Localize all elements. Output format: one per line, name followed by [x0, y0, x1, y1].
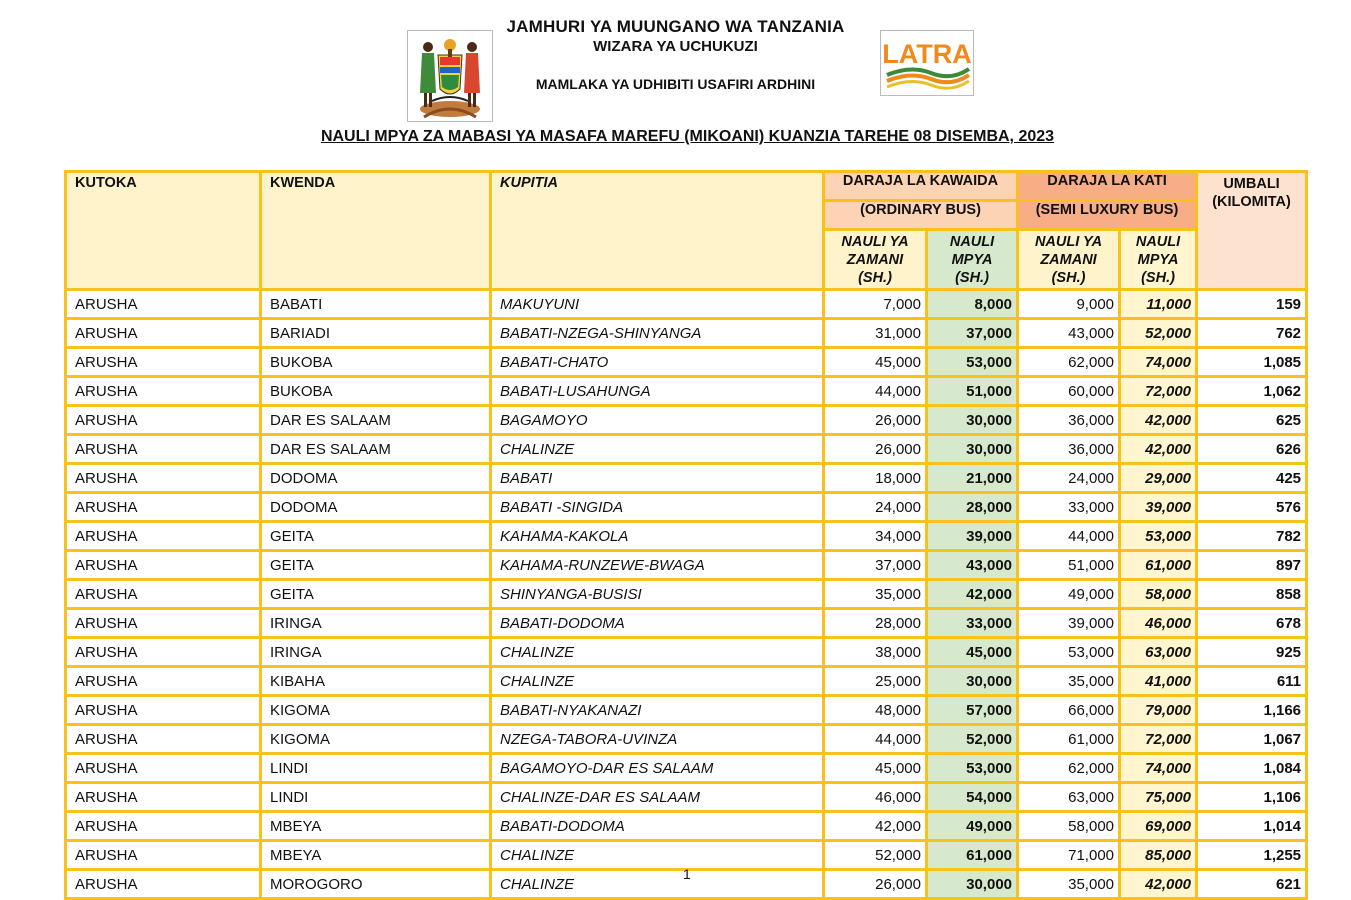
cell-umbali: 858 — [1197, 580, 1307, 609]
cell-umbali: 1,084 — [1197, 754, 1307, 783]
cell-ordinary-new-fare: 49,000 — [927, 812, 1018, 841]
cell-semi-new-fare: 79,000 — [1120, 696, 1197, 725]
cell-kupitia: CHALINZE — [491, 870, 824, 899]
table-row — [66, 783, 1307, 812]
cell-ordinary-new-fare: 39,000 — [927, 522, 1018, 551]
header-semi-mpya-line1: NAULI — [1135, 234, 1181, 250]
cell-kwenda: IRINGA — [261, 638, 491, 667]
table-row — [66, 319, 1307, 348]
cell-ordinary-old-fare: 35,000 — [824, 580, 927, 609]
cell-kutoka: ARUSHA — [66, 319, 261, 348]
cell-ordinary-new-fare: 57,000 — [927, 696, 1018, 725]
cell-kupitia: BABATI-CHATO — [491, 348, 824, 377]
cell-ordinary-old-fare: 25,000 — [824, 667, 927, 696]
cell-semi-old-fare: 24,000 — [1018, 464, 1120, 493]
cell-umbali: 925 — [1197, 638, 1307, 667]
table-row — [66, 725, 1307, 754]
cell-umbali: 1,062 — [1197, 377, 1307, 406]
header-ordinary-mpya-line3: (SH.) — [955, 270, 989, 286]
cell-kupitia: BABATI -SINGIDA — [491, 493, 824, 522]
cell-umbali: 678 — [1197, 609, 1307, 638]
cell-kupitia: BABATI-DODOMA — [491, 812, 824, 841]
header-semi-zamani-line1: NAULI YA — [1034, 234, 1103, 250]
cell-umbali: 897 — [1197, 551, 1307, 580]
header-semi-nauli-mpya — [1120, 230, 1197, 290]
cell-kwenda: LINDI — [261, 783, 491, 812]
header-ordinary-nauli-zamani — [824, 230, 927, 290]
cell-semi-old-fare: 44,000 — [1018, 522, 1120, 551]
document-title-text: NAULI MPYA ZA MABASI YA MASAFA MAREFU (MIKOANI) KUANZIA TAREHE 08 DISEMBA, 2023 — [320, 128, 1055, 145]
cell-semi-new-fare: 69,000 — [1120, 812, 1197, 841]
table-row — [66, 522, 1307, 551]
header-daraja-kati: DARAJA LA KATI — [1018, 172, 1197, 201]
cell-kwenda: MBEYA — [261, 841, 491, 870]
cell-ordinary-new-fare: 33,000 — [927, 609, 1018, 638]
cell-kutoka: ARUSHA — [66, 812, 261, 841]
cell-ordinary-old-fare: 44,000 — [824, 725, 927, 754]
cell-ordinary-new-fare: 45,000 — [927, 638, 1018, 667]
cell-semi-old-fare: 43,000 — [1018, 319, 1120, 348]
cell-semi-old-fare: 35,000 — [1018, 870, 1120, 899]
cell-ordinary-new-fare: 37,000 — [927, 319, 1018, 348]
cell-semi-new-fare: 41,000 — [1120, 667, 1197, 696]
cell-kwenda: DAR ES SALAAM — [261, 406, 491, 435]
cell-semi-old-fare: 58,000 — [1018, 812, 1120, 841]
table-row — [66, 754, 1307, 783]
cell-ordinary-old-fare: 42,000 — [824, 812, 927, 841]
cell-kupitia: BABATI-DODOMA — [491, 609, 824, 638]
cell-semi-new-fare: 61,000 — [1120, 551, 1197, 580]
table-row — [66, 667, 1307, 696]
cell-ordinary-old-fare: 46,000 — [824, 783, 927, 812]
cell-kutoka: ARUSHA — [66, 841, 261, 870]
cell-semi-new-fare: 74,000 — [1120, 754, 1197, 783]
cell-ordinary-old-fare: 45,000 — [824, 754, 927, 783]
fare-table-header — [66, 172, 1307, 290]
cell-semi-old-fare: 36,000 — [1018, 435, 1120, 464]
table-row — [66, 435, 1307, 464]
cell-semi-new-fare: 74,000 — [1120, 348, 1197, 377]
cell-kutoka: ARUSHA — [66, 870, 261, 899]
header-ordinary-zamani-line1: NAULI YA — [841, 234, 909, 250]
header-ordinary-zamani-line3: (SH.) — [858, 270, 892, 286]
cell-ordinary-new-fare: 52,000 — [927, 725, 1018, 754]
cell-ordinary-old-fare: 28,000 — [824, 609, 927, 638]
table-row — [66, 493, 1307, 522]
table-row — [66, 464, 1307, 493]
cell-ordinary-old-fare: 26,000 — [824, 435, 927, 464]
table-row — [66, 406, 1307, 435]
cell-umbali: 762 — [1197, 319, 1307, 348]
cell-kwenda: GEITA — [261, 522, 491, 551]
cell-kupitia: CHALINZE-DAR ES SALAAM — [491, 783, 824, 812]
cell-semi-old-fare: 61,000 — [1018, 725, 1120, 754]
cell-ordinary-old-fare: 48,000 — [824, 696, 927, 725]
cell-ordinary-old-fare: 7,000 — [824, 290, 927, 319]
cell-umbali: 1,085 — [1197, 348, 1307, 377]
latra-logo-text: LATRA — [882, 39, 972, 69]
cell-semi-old-fare: 53,000 — [1018, 638, 1120, 667]
cell-semi-old-fare: 33,000 — [1018, 493, 1120, 522]
cell-umbali: 626 — [1197, 435, 1307, 464]
cell-kwenda: BABATI — [261, 290, 491, 319]
cell-ordinary-old-fare: 37,000 — [824, 551, 927, 580]
cell-kupitia: BABATI-LUSAHUNGA — [491, 377, 824, 406]
cell-umbali: 425 — [1197, 464, 1307, 493]
table-row — [66, 290, 1307, 319]
cell-umbali: 1,067 — [1197, 725, 1307, 754]
cell-umbali: 1,255 — [1197, 841, 1307, 870]
authority-heading: MAMLAKA YA UDHIBITI USAFIRI ARDHINI — [535, 76, 816, 92]
cell-umbali: 1,014 — [1197, 812, 1307, 841]
cell-semi-old-fare: 9,000 — [1018, 290, 1120, 319]
table-row — [66, 348, 1307, 377]
cell-ordinary-old-fare: 38,000 — [824, 638, 927, 667]
cell-kutoka: ARUSHA — [66, 638, 261, 667]
cell-semi-new-fare: 11,000 — [1120, 290, 1197, 319]
cell-kutoka: ARUSHA — [66, 580, 261, 609]
cell-kutoka: ARUSHA — [66, 667, 261, 696]
cell-kupitia: BABATI-NYAKANAZI — [491, 696, 824, 725]
cell-kupitia: BAGAMOYO — [491, 406, 824, 435]
cell-kutoka: ARUSHA — [66, 609, 261, 638]
cell-kwenda: DODOMA — [261, 464, 491, 493]
ministry-heading: WIZARA YA UCHUKUZI — [593, 38, 758, 55]
cell-kutoka: ARUSHA — [66, 696, 261, 725]
header-ordinary-bus: (ORDINARY BUS) — [824, 201, 1018, 230]
cell-kwenda: KIGOMA — [261, 696, 491, 725]
cell-kutoka: ARUSHA — [66, 290, 261, 319]
cell-ordinary-new-fare: 28,000 — [927, 493, 1018, 522]
cell-semi-new-fare: 39,000 — [1120, 493, 1197, 522]
cell-ordinary-new-fare: 54,000 — [927, 783, 1018, 812]
cell-semi-new-fare: 29,000 — [1120, 464, 1197, 493]
cell-semi-new-fare: 72,000 — [1120, 725, 1197, 754]
cell-umbali: 159 — [1197, 290, 1307, 319]
cell-kwenda: BUKOBA — [261, 377, 491, 406]
cell-semi-old-fare: 62,000 — [1018, 348, 1120, 377]
cell-ordinary-old-fare: 26,000 — [824, 406, 927, 435]
country-heading: JAMHURI YA MUUNGANO WA TANZANIA — [506, 17, 845, 36]
cell-ordinary-new-fare: 42,000 — [927, 580, 1018, 609]
cell-ordinary-new-fare: 30,000 — [927, 870, 1018, 899]
cell-semi-old-fare: 36,000 — [1018, 406, 1120, 435]
cell-kupitia: KAHAMA-KAKOLA — [491, 522, 824, 551]
cell-ordinary-old-fare: 52,000 — [824, 841, 927, 870]
cell-ordinary-old-fare: 24,000 — [824, 493, 927, 522]
page-number: 1 — [683, 866, 691, 882]
header-ordinary-zamani-line2: ZAMANI — [846, 252, 904, 268]
cell-ordinary-old-fare: 34,000 — [824, 522, 927, 551]
cell-kutoka: ARUSHA — [66, 435, 261, 464]
cell-umbali: 611 — [1197, 667, 1307, 696]
cell-kwenda: KIGOMA — [261, 725, 491, 754]
header-daraja-kawaida: DARAJA LA KAWAIDA — [824, 172, 1018, 201]
cell-semi-old-fare: 63,000 — [1018, 783, 1120, 812]
cell-kwenda: GEITA — [261, 551, 491, 580]
cell-umbali: 576 — [1197, 493, 1307, 522]
header-umbali-line2: (KILOMITA) — [1212, 194, 1291, 210]
cell-semi-old-fare: 39,000 — [1018, 609, 1120, 638]
cell-kutoka: ARUSHA — [66, 551, 261, 580]
header-semi-zamani-line3: (SH.) — [1051, 270, 1086, 286]
cell-kupitia: BABATI — [491, 464, 824, 493]
cell-kutoka: ARUSHA — [66, 464, 261, 493]
cell-ordinary-new-fare: 53,000 — [927, 754, 1018, 783]
table-row — [66, 551, 1307, 580]
cell-kupitia: CHALINZE — [491, 667, 824, 696]
cell-semi-old-fare: 51,000 — [1018, 551, 1120, 580]
cell-ordinary-new-fare: 53,000 — [927, 348, 1018, 377]
cell-semi-new-fare: 72,000 — [1120, 377, 1197, 406]
cell-ordinary-old-fare: 44,000 — [824, 377, 927, 406]
table-row — [66, 580, 1307, 609]
cell-semi-new-fare: 52,000 — [1120, 319, 1197, 348]
table-row — [66, 696, 1307, 725]
cell-umbali: 1,166 — [1197, 696, 1307, 725]
cell-kupitia: NZEGA-TABORA-UVINZA — [491, 725, 824, 754]
cell-ordinary-old-fare: 31,000 — [824, 319, 927, 348]
header-kwenda: KWENDA — [261, 172, 491, 290]
cell-ordinary-new-fare: 8,000 — [927, 290, 1018, 319]
header-semi-zamani-line2: ZAMANI — [1040, 252, 1097, 268]
header-semi-nauli-zamani — [1018, 230, 1120, 290]
cell-umbali: 625 — [1197, 406, 1307, 435]
cell-kwenda: DAR ES SALAAM — [261, 435, 491, 464]
cell-ordinary-old-fare: 18,000 — [824, 464, 927, 493]
header-semi-mpya-line2: MPYA — [1137, 252, 1179, 268]
header-umbali — [1197, 172, 1307, 290]
cell-umbali: 1,106 — [1197, 783, 1307, 812]
cell-umbali: 621 — [1197, 870, 1307, 899]
fare-table — [64, 170, 1308, 900]
cell-kwenda: BARIADI — [261, 319, 491, 348]
cell-semi-old-fare: 60,000 — [1018, 377, 1120, 406]
cell-ordinary-new-fare: 21,000 — [927, 464, 1018, 493]
cell-kupitia: BAGAMOYO-DAR ES SALAAM — [491, 754, 824, 783]
cell-kutoka: ARUSHA — [66, 522, 261, 551]
header-ordinary-mpya-line1: NAULI — [949, 234, 995, 250]
header-ordinary-nauli-mpya — [927, 230, 1018, 290]
cell-ordinary-old-fare: 26,000 — [824, 870, 927, 899]
cell-kwenda: MOROGORO — [261, 870, 491, 899]
cell-semi-new-fare: 42,000 — [1120, 406, 1197, 435]
table-row — [66, 377, 1307, 406]
coat-of-arms-icon — [407, 30, 493, 122]
cell-kutoka: ARUSHA — [66, 377, 261, 406]
cell-kwenda: BUKOBA — [261, 348, 491, 377]
cell-ordinary-new-fare: 51,000 — [927, 377, 1018, 406]
cell-kupitia: BABATI-NZEGA-SHINYANGA — [491, 319, 824, 348]
cell-ordinary-new-fare: 61,000 — [927, 841, 1018, 870]
cell-kutoka: ARUSHA — [66, 493, 261, 522]
cell-ordinary-new-fare: 30,000 — [927, 406, 1018, 435]
document-title — [0, 128, 1351, 146]
cell-semi-new-fare: 85,000 — [1120, 841, 1197, 870]
cell-ordinary-new-fare: 30,000 — [927, 435, 1018, 464]
cell-kutoka: ARUSHA — [66, 406, 261, 435]
cell-semi-new-fare: 63,000 — [1120, 638, 1197, 667]
header-kutoka: KUTOKA — [66, 172, 261, 290]
cell-kwenda: KIBAHA — [261, 667, 491, 696]
cell-kutoka: ARUSHA — [66, 348, 261, 377]
cell-semi-new-fare: 46,000 — [1120, 609, 1197, 638]
cell-kupitia: MAKUYUNI — [491, 290, 824, 319]
cell-semi-old-fare: 71,000 — [1018, 841, 1120, 870]
cell-kutoka: ARUSHA — [66, 754, 261, 783]
table-row — [66, 638, 1307, 667]
cell-semi-old-fare: 35,000 — [1018, 667, 1120, 696]
cell-kutoka: ARUSHA — [66, 725, 261, 754]
fare-table-body — [66, 290, 1307, 899]
cell-ordinary-old-fare: 45,000 — [824, 348, 927, 377]
header-semi-luxury-bus: (SEMI LUXURY BUS) — [1018, 201, 1197, 230]
cell-kutoka: ARUSHA — [66, 783, 261, 812]
cell-kwenda: DODOMA — [261, 493, 491, 522]
cell-semi-new-fare: 42,000 — [1120, 435, 1197, 464]
cell-kupitia: CHALINZE — [491, 638, 824, 667]
cell-semi-new-fare: 58,000 — [1120, 580, 1197, 609]
cell-semi-new-fare: 42,000 — [1120, 870, 1197, 899]
cell-semi-new-fare: 53,000 — [1120, 522, 1197, 551]
cell-kwenda: GEITA — [261, 580, 491, 609]
cell-ordinary-new-fare: 43,000 — [927, 551, 1018, 580]
table-row — [66, 812, 1307, 841]
cell-semi-new-fare: 75,000 — [1120, 783, 1197, 812]
cell-semi-old-fare: 62,000 — [1018, 754, 1120, 783]
cell-kupitia: SHINYANGA-BUSISI — [491, 580, 824, 609]
cell-kwenda: MBEYA — [261, 812, 491, 841]
cell-umbali: 782 — [1197, 522, 1307, 551]
latra-logo — [880, 30, 974, 96]
cell-ordinary-new-fare: 30,000 — [927, 667, 1018, 696]
header-semi-mpya-line3: (SH.) — [1141, 270, 1175, 286]
cell-kupitia: CHALINZE — [491, 435, 824, 464]
cell-semi-old-fare: 49,000 — [1018, 580, 1120, 609]
cell-semi-old-fare: 66,000 — [1018, 696, 1120, 725]
header-kupitia: KUPITIA — [491, 172, 824, 290]
cell-kwenda: IRINGA — [261, 609, 491, 638]
cell-kwenda: LINDI — [261, 754, 491, 783]
header-ordinary-mpya-line2: MPYA — [951, 252, 993, 268]
cell-kupitia: KAHAMA-RUNZEWE-BWAGA — [491, 551, 824, 580]
cell-kupitia: CHALINZE — [491, 841, 824, 870]
table-row — [66, 609, 1307, 638]
header-umbali-line1: UMBALI — [1223, 176, 1280, 192]
